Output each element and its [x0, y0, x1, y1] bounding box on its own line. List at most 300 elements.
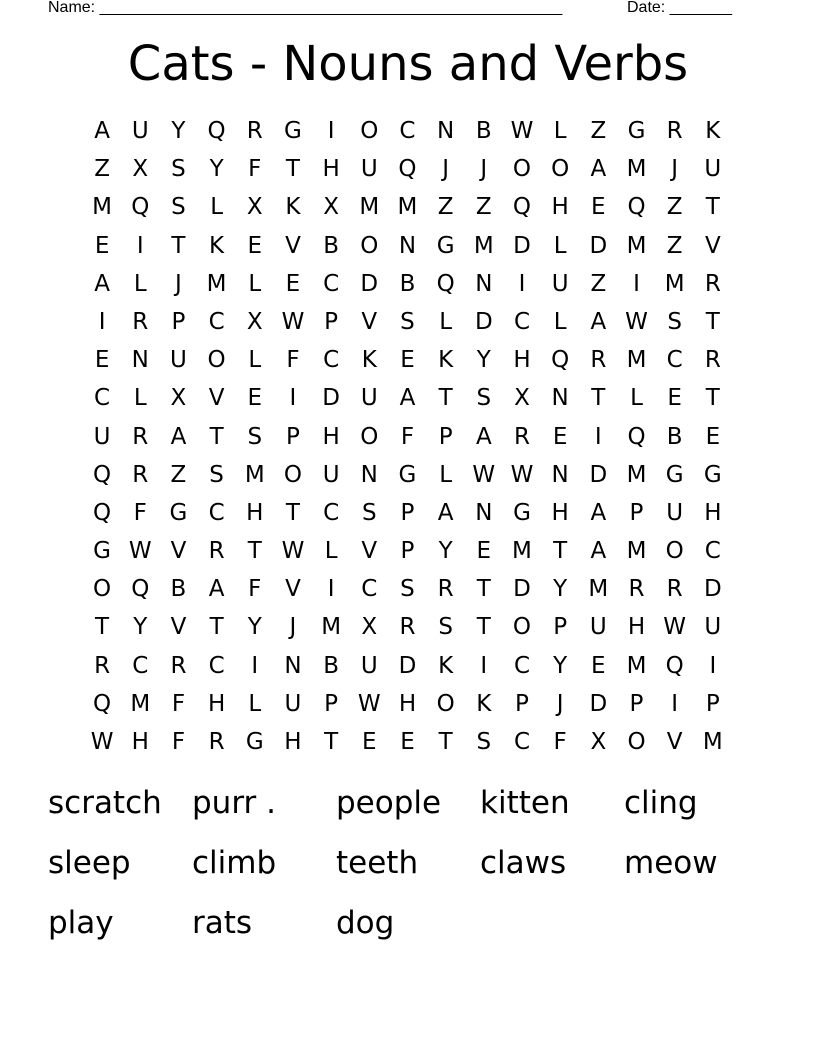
grid-cell[interactable]: Z [170, 461, 187, 488]
grid-cell[interactable]: C [323, 499, 340, 526]
grid-cell[interactable]: E [476, 538, 492, 565]
grid-cell[interactable]: P [171, 308, 186, 335]
grid-cell[interactable]: L [324, 538, 338, 565]
grid-cell[interactable]: G [93, 538, 111, 565]
grid-cell[interactable]: D [513, 576, 531, 603]
grid-cell[interactable]: Q [93, 499, 112, 526]
grid-cell[interactable]: C [513, 652, 530, 679]
grid-cell[interactable]: Q [512, 194, 532, 221]
grid-cell[interactable]: Y [553, 652, 568, 679]
grid-cell[interactable]: M [626, 156, 647, 183]
grid-cell[interactable]: O [283, 461, 302, 488]
grid-cell[interactable]: K [476, 690, 492, 717]
grid-cell[interactable]: X [323, 194, 339, 221]
grid-cell[interactable]: E [94, 347, 110, 374]
grid-cell[interactable]: X [170, 385, 187, 412]
grid-cell[interactable]: Q [627, 423, 646, 450]
grid-cell[interactable]: A [94, 270, 110, 297]
grid-cell[interactable]: M [473, 232, 494, 259]
grid-cell[interactable]: Q [665, 652, 684, 679]
grid-cell[interactable]: J [289, 614, 297, 641]
grid-cell[interactable]: N [475, 499, 493, 526]
grid-cell[interactable]: T [171, 232, 186, 259]
grid-cell[interactable]: L [553, 308, 567, 335]
grid-cell[interactable]: G [627, 118, 646, 144]
grid-cell[interactable]: H [627, 614, 646, 641]
grid-cell[interactable]: L [248, 270, 262, 297]
grid-cell[interactable]: F [171, 729, 186, 755]
grid-cell[interactable]: U [360, 652, 378, 679]
grid-cell[interactable]: Q [207, 118, 226, 144]
grid-cell[interactable]: A [94, 118, 110, 144]
grid-cell[interactable]: M [321, 614, 342, 641]
grid-cell[interactable]: M [92, 194, 113, 221]
grid-cell[interactable]: E [400, 347, 415, 374]
grid-cell[interactable]: I [709, 652, 717, 679]
grid-cell[interactable]: C [399, 118, 416, 144]
grid-cell[interactable]: V [361, 308, 378, 335]
grid-cell[interactable]: U [704, 156, 722, 183]
grid-cell[interactable]: L [248, 347, 262, 374]
grid-cell[interactable]: C [94, 385, 111, 412]
grid-cell[interactable]: Q [398, 156, 417, 183]
grid-cell[interactable]: A [170, 423, 187, 450]
grid-cell[interactable]: U [704, 614, 722, 641]
grid-cell[interactable]: U [170, 347, 187, 374]
grid-cell[interactable]: F [553, 729, 567, 755]
grid-cell[interactable]: D [360, 270, 379, 297]
grid-cell[interactable]: G [436, 232, 455, 259]
grid-cell[interactable]: D [474, 308, 493, 335]
grid-cell[interactable]: I [671, 690, 679, 717]
grid-cell[interactable]: H [131, 729, 149, 755]
grid-cell[interactable]: H [246, 499, 264, 526]
grid-cell[interactable]: G [513, 499, 531, 526]
grid-cell[interactable]: E [667, 385, 682, 412]
grid-cell[interactable]: E [247, 385, 263, 412]
grid-cell[interactable]: T [591, 385, 606, 412]
grid-cell[interactable]: O [665, 538, 684, 565]
grid-cell[interactable]: T [553, 538, 568, 565]
grid-cell[interactable]: H [704, 499, 722, 526]
grid-cell[interactable]: T [705, 194, 720, 221]
grid-cell[interactable]: J [480, 156, 488, 183]
grid-row [83, 532, 732, 570]
grid-cell[interactable]: H [551, 194, 569, 221]
grid-cell[interactable]: L [210, 194, 224, 221]
grid-cell[interactable]: H [551, 499, 569, 526]
grid-cell[interactable]: U [131, 118, 149, 144]
grid-cell[interactable]: C [323, 347, 340, 374]
grid-cell[interactable]: C [513, 729, 530, 755]
grid-cell[interactable]: X [514, 385, 530, 412]
grid-cell[interactable]: G [245, 729, 264, 755]
grid-cell[interactable]: P [438, 423, 453, 450]
grid-cell[interactable]: M [664, 270, 685, 297]
grid-cell[interactable]: W [357, 690, 381, 717]
grid-cell[interactable]: P [324, 308, 339, 335]
grid-cell[interactable]: Z [94, 156, 110, 183]
grid-cell[interactable]: I [289, 385, 297, 412]
grid-cell[interactable]: N [360, 461, 378, 488]
grid-cell[interactable]: L [248, 690, 262, 717]
grid-cell[interactable]: L [133, 270, 147, 297]
grid-cell[interactable]: N [475, 270, 493, 297]
grid-cell[interactable]: R [132, 308, 149, 335]
grid-cell[interactable]: S [476, 729, 492, 755]
grid-cell[interactable]: P [515, 690, 529, 717]
grid-cell[interactable]: Q [93, 461, 112, 488]
grid-cell[interactable]: H [513, 347, 531, 374]
grid-cell[interactable]: S [400, 576, 415, 603]
grid-cell[interactable]: R [666, 118, 683, 144]
grid-cell[interactable]: T [209, 614, 224, 641]
grid-cell[interactable]: R [132, 461, 149, 488]
grid-cell[interactable]: B [666, 423, 683, 450]
grid-cell[interactable]: Z [590, 270, 607, 297]
grid-cell[interactable]: S [171, 194, 186, 221]
grid-cell[interactable]: E [591, 194, 606, 221]
grid-cell[interactable]: T [476, 576, 491, 603]
grid-cell[interactable]: A [590, 308, 607, 335]
grid-cell[interactable]: P [324, 690, 339, 717]
grid-cell[interactable]: I [480, 652, 488, 679]
grid-cell[interactable]: Y [171, 118, 186, 144]
grid-cell[interactable]: W [281, 308, 305, 335]
grid-cell[interactable]: V [666, 729, 683, 755]
grid-cell[interactable]: J [556, 690, 564, 717]
grid-cell[interactable]: E [285, 270, 301, 297]
grid-cell[interactable]: J [442, 156, 450, 183]
grid-cell[interactable]: F [248, 156, 262, 183]
grid-cell[interactable]: C [208, 499, 225, 526]
grid-cell[interactable]: I [327, 118, 335, 144]
grid-cell[interactable]: E [400, 729, 415, 755]
grid-cell[interactable]: W [128, 538, 152, 565]
grid-cell[interactable]: L [553, 232, 567, 259]
grid-cell[interactable]: G [169, 499, 188, 526]
grid-cell[interactable]: T [705, 308, 720, 335]
grid-cell[interactable]: O [512, 156, 532, 183]
grid-cell[interactable]: P [286, 423, 300, 450]
grid-cell[interactable]: X [246, 308, 263, 335]
grid-cell[interactable]: R [666, 576, 683, 603]
grid-row [83, 112, 732, 150]
grid-cell[interactable]: Y [247, 614, 262, 641]
grid-cell[interactable]: R [246, 118, 263, 144]
grid-cell[interactable]: M [626, 538, 647, 565]
word-bank [48, 781, 768, 961]
grid-cell[interactable]: M [244, 461, 265, 488]
grid-cell[interactable]: S [361, 499, 377, 526]
grid-cell[interactable]: I [98, 308, 106, 335]
grid-cell[interactable]: I [594, 423, 602, 450]
grid-cell[interactable]: V [170, 538, 187, 565]
grid-cell[interactable]: A [399, 385, 416, 412]
grid-cell[interactable]: Q [436, 270, 455, 297]
grid-cell[interactable]: V [361, 538, 378, 565]
grid-cell[interactable]: B [323, 232, 339, 259]
grid-cell[interactable]: F [248, 576, 262, 603]
grid-cell[interactable]: K [285, 194, 301, 221]
grid-cell[interactable]: P [553, 614, 568, 641]
grid-cell[interactable]: B [170, 576, 187, 603]
grid-cell[interactable]: S [400, 308, 415, 335]
grid-cell[interactable]: O [93, 576, 112, 603]
grid-cell[interactable]: S [438, 614, 453, 641]
grid-cell[interactable]: U [589, 614, 607, 641]
grid-cell[interactable]: T [476, 614, 491, 641]
grid-cell[interactable]: I [518, 270, 526, 297]
grid-cell[interactable]: A [590, 538, 607, 565]
word-bank-item: cling [624, 785, 698, 821]
grid-cell[interactable]: I [327, 576, 335, 603]
grid-cell[interactable]: J [671, 156, 679, 183]
grid-cell[interactable]: E [552, 423, 568, 450]
grid-cell[interactable]: E [705, 423, 721, 450]
grid-cell[interactable]: A [437, 499, 454, 526]
grid-cell[interactable]: W [663, 614, 687, 641]
grid-cell[interactable]: L [439, 308, 453, 335]
grid-cell[interactable]: S [667, 308, 682, 335]
grid-cell[interactable]: O [360, 232, 379, 259]
grid-cell[interactable]: N [398, 232, 417, 259]
grid-cell[interactable]: V [285, 576, 301, 603]
grid-cell[interactable]: O [360, 423, 379, 450]
grid-cell[interactable]: V [170, 614, 187, 641]
grid-cell[interactable]: L [439, 461, 453, 488]
grid-cell[interactable]: A [590, 156, 607, 183]
grid-cell[interactable]: M [626, 232, 647, 259]
grid-cell[interactable]: K [438, 652, 454, 679]
grid-cell[interactable]: A [590, 499, 607, 526]
grid-cell[interactable]: N [131, 347, 149, 374]
grid-cell[interactable]: U [93, 423, 111, 450]
grid-cell[interactable]: G [284, 118, 302, 144]
grid-cell[interactable]: R [132, 423, 149, 450]
grid-cell[interactable]: L [630, 385, 643, 412]
grid-cell[interactable]: C [666, 347, 683, 374]
grid-row [83, 685, 732, 723]
grid-cell[interactable]: O [627, 729, 646, 755]
grid-cell[interactable]: U [360, 385, 378, 412]
grid-cell[interactable]: Y [553, 576, 568, 603]
grid-cell[interactable]: Z [666, 232, 683, 259]
grid-cell[interactable]: M [359, 194, 380, 221]
grid-cell[interactable]: W [472, 461, 496, 488]
grid-cell[interactable]: R [513, 423, 530, 450]
grid-cell[interactable]: Z [475, 194, 492, 221]
grid-cell[interactable]: T [95, 614, 110, 641]
word-bank-item: claws [480, 845, 567, 881]
grid-cell[interactable]: B [323, 652, 339, 679]
grid-cell[interactable]: S [171, 156, 186, 183]
grid-cell[interactable]: E [591, 652, 606, 679]
grid-cell[interactable]: F [400, 423, 415, 450]
grid-cell[interactable]: H [207, 690, 226, 717]
grid-cell[interactable]: A [475, 423, 492, 450]
grid-cell[interactable]: L [553, 118, 567, 144]
grid-cell[interactable]: D [513, 232, 531, 259]
grid-cell[interactable]: M [512, 538, 532, 565]
grid-cell[interactable]: O [551, 156, 570, 183]
grid-cell[interactable]: G [398, 461, 417, 488]
grid-cell[interactable]: S [476, 385, 492, 412]
grid-cell[interactable]: W [625, 308, 648, 335]
grid-cell[interactable]: N [437, 118, 455, 144]
grid-cell[interactable]: Z [666, 194, 683, 221]
grid-cell[interactable]: T [324, 729, 339, 755]
grid-cell[interactable]: T [247, 538, 262, 565]
grid-cell[interactable]: O [436, 690, 455, 717]
grid-cell[interactable]: D [703, 576, 722, 603]
grid-cell[interactable]: A [208, 576, 225, 603]
grid-cell[interactable]: Z [437, 194, 454, 221]
grid-cell[interactable]: P [400, 538, 415, 565]
grid-cell[interactable]: S [247, 423, 263, 450]
grid-cell[interactable]: F [133, 499, 147, 526]
grid-cell[interactable]: K [705, 118, 721, 144]
grid-cell[interactable]: D [589, 232, 608, 259]
grid-cell[interactable]: W [281, 538, 305, 565]
grid-cell[interactable]: D [589, 461, 608, 488]
grid-cell[interactable]: C [132, 652, 149, 679]
date-field[interactable]: Date: _______ [627, 0, 732, 16]
grid-cell[interactable]: D [398, 652, 417, 679]
grid-cell[interactable]: Q [627, 194, 646, 221]
grid-cell[interactable]: M [626, 652, 647, 679]
grid-cell[interactable]: U [360, 156, 378, 183]
grid-cell[interactable]: T [438, 385, 453, 412]
grid-cell[interactable]: P [629, 499, 644, 526]
grid-cell[interactable]: P [629, 690, 644, 717]
grid-cell[interactable]: Y [476, 347, 491, 374]
grid-cell[interactable]: H [284, 729, 302, 755]
grid-cell[interactable]: T [285, 156, 300, 183]
grid-cell[interactable]: K [361, 347, 377, 374]
word-bank-item: scratch [48, 785, 162, 821]
grid-cell[interactable]: W [90, 729, 114, 755]
grid-cell[interactable]: E [94, 232, 110, 259]
grid-cell[interactable]: R [208, 538, 225, 565]
grid-cell[interactable]: R [94, 652, 111, 679]
grid-cell[interactable]: N [284, 652, 302, 679]
name-field[interactable]: Name: ____________________________________________________ [48, 0, 563, 16]
grid-cell[interactable]: R [628, 576, 645, 603]
grid-cell[interactable]: T [285, 499, 300, 526]
grid-cell[interactable]: C [208, 308, 225, 335]
grid-cell[interactable]: X [132, 156, 149, 183]
grid-cell[interactable]: M [702, 729, 723, 755]
grid-cell[interactable]: C [513, 308, 530, 335]
grid-cell[interactable]: E [362, 729, 377, 755]
grid-cell[interactable]: U [666, 499, 684, 526]
grid-cell[interactable]: N [551, 385, 569, 412]
grid-cell[interactable]: D [322, 385, 340, 412]
grid-cell[interactable]: M [397, 194, 418, 221]
grid-cell[interactable]: T [438, 729, 453, 755]
grid-cell[interactable]: R [590, 347, 607, 374]
grid-cell[interactable]: T [705, 385, 720, 412]
grid-cell[interactable]: J [175, 270, 182, 297]
grid-cell[interactable]: Q [131, 194, 150, 221]
grid-cell[interactable]: Q [551, 347, 570, 374]
grid-cell[interactable]: M [130, 690, 151, 717]
grid-cell[interactable]: N [551, 461, 569, 488]
grid-cell[interactable]: C [323, 270, 340, 297]
grid-cell[interactable]: R [704, 347, 721, 374]
grid-cell[interactable]: O [512, 614, 532, 641]
grid-cell[interactable]: U [551, 270, 569, 297]
grid-cell[interactable]: Y [438, 538, 453, 565]
grid-cell[interactable]: O [207, 347, 226, 374]
grid-cell[interactable]: R [399, 614, 416, 641]
grid-cell[interactable]: R [170, 652, 187, 679]
grid-cell[interactable]: H [322, 423, 340, 450]
grid-cell[interactable]: Y [209, 156, 224, 183]
grid-cell[interactable]: C [704, 538, 721, 565]
grid-cell[interactable]: R [704, 270, 721, 297]
grid-cell[interactable]: Z [590, 118, 607, 144]
grid-cell[interactable]: F [286, 347, 300, 374]
grid-cell[interactable]: C [361, 576, 378, 603]
grid-cell[interactable]: G [665, 461, 684, 488]
grid-cell[interactable]: M [206, 270, 227, 297]
grid-cell[interactable]: I [633, 270, 640, 297]
grid-cell[interactable]: S [209, 461, 224, 488]
grid-cell[interactable]: Y [133, 614, 148, 641]
grid-cell[interactable]: H [398, 690, 417, 717]
grid-cell[interactable]: K [209, 232, 225, 259]
grid-cell[interactable]: P [400, 499, 415, 526]
grid-cell[interactable]: X [246, 194, 263, 221]
grid-cell[interactable]: K [438, 347, 454, 374]
grid-cell[interactable]: R [208, 729, 225, 755]
grid-cell[interactable]: D [589, 690, 608, 717]
grid-cell[interactable]: V [285, 232, 301, 259]
grid-cell[interactable]: T [209, 423, 224, 450]
grid-cell[interactable]: X [590, 729, 607, 755]
grid-cell[interactable]: H [322, 156, 340, 183]
grid-cell[interactable]: M [626, 461, 647, 488]
grid-cell[interactable]: W [510, 461, 534, 488]
grid-cell[interactable]: I [251, 652, 259, 679]
grid-cell[interactable]: G [703, 461, 722, 488]
grid-cell[interactable]: Q [93, 690, 112, 717]
grid-cell[interactable]: M [626, 347, 647, 374]
word-bank-item: rats [192, 905, 253, 941]
grid-cell[interactable]: B [475, 118, 492, 144]
grid-cell[interactable]: C [208, 652, 225, 679]
grid-cell[interactable]: O [360, 118, 379, 144]
grid-cell[interactable]: V [704, 232, 721, 259]
word-bank-item: purr . [192, 785, 276, 821]
grid-cell[interactable]: V [208, 385, 225, 412]
grid-cell[interactable]: E [247, 232, 263, 259]
grid-cell[interactable]: F [171, 690, 186, 717]
grid-cell[interactable]: B [399, 270, 416, 297]
grid-cell[interactable]: P [705, 690, 720, 717]
grid-cell[interactable]: I [136, 232, 144, 259]
grid-cell[interactable]: M [588, 576, 609, 603]
grid-cell[interactable]: Q [131, 576, 150, 603]
grid-cell[interactable]: R [437, 576, 454, 603]
grid-cell[interactable]: W [510, 118, 534, 144]
grid-cell[interactable]: U [322, 461, 340, 488]
grid-cell[interactable]: X [361, 614, 378, 641]
grid-cell[interactable]: U [284, 690, 302, 717]
grid-cell[interactable]: L [133, 385, 147, 412]
